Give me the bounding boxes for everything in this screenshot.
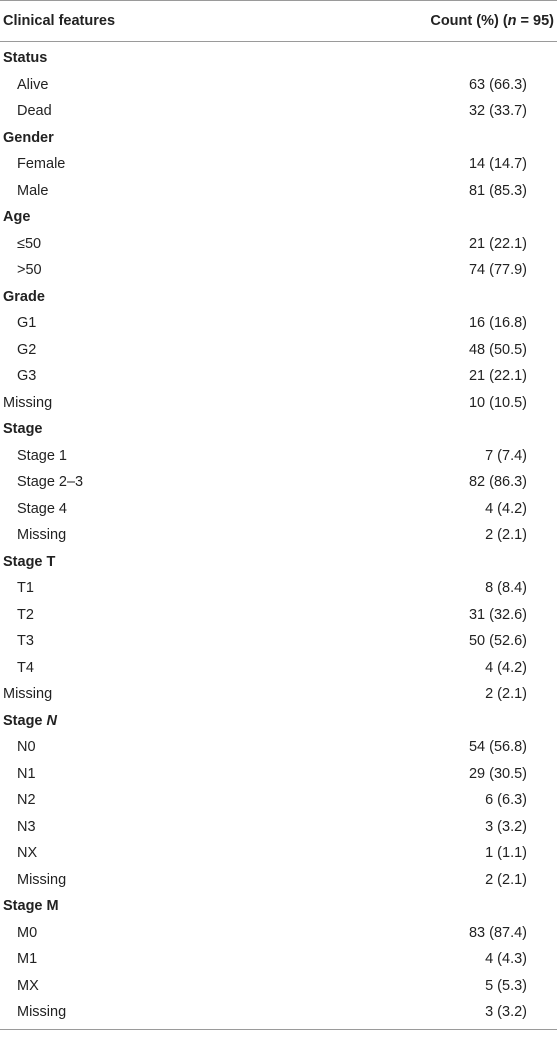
row-label bbox=[0, 713, 57, 729]
table-row bbox=[0, 920, 557, 947]
row-label bbox=[0, 845, 37, 861]
row-label-text: Stage 2–3 bbox=[17, 474, 84, 491]
table-body bbox=[0, 42, 557, 1029]
table-row bbox=[0, 787, 557, 814]
row-label-text: Age bbox=[3, 209, 31, 226]
row-label bbox=[0, 368, 36, 384]
group-header-row bbox=[0, 416, 557, 443]
table-row bbox=[0, 72, 557, 99]
row-label bbox=[0, 660, 34, 676]
row-label-text: N0 bbox=[17, 739, 36, 756]
group-header-row bbox=[0, 549, 557, 576]
table-row bbox=[0, 655, 557, 682]
row-label-italic: N bbox=[46, 712, 57, 729]
row-label bbox=[0, 633, 34, 649]
row-label-text: N2 bbox=[17, 792, 36, 809]
row-label bbox=[0, 554, 55, 570]
table-row bbox=[0, 443, 557, 470]
row-value: 6 (6.3) bbox=[485, 792, 527, 809]
row-label-text: M1 bbox=[17, 951, 38, 968]
row-label-text: Stage M bbox=[3, 898, 59, 915]
row-label bbox=[0, 130, 54, 146]
table-row bbox=[0, 973, 557, 1000]
row-label-text: MX bbox=[17, 977, 39, 994]
row-label bbox=[0, 50, 47, 66]
row-label bbox=[0, 448, 67, 464]
table-row bbox=[0, 946, 557, 973]
row-label-text: T1 bbox=[17, 580, 34, 597]
row-label bbox=[0, 501, 67, 517]
row-value: 48 (50.5) bbox=[468, 341, 527, 358]
row-value: 16 (16.8) bbox=[468, 315, 527, 332]
group-header-row bbox=[0, 284, 557, 311]
row-label bbox=[0, 819, 36, 835]
row-value: 81 (85.3) bbox=[468, 182, 527, 199]
row-label-text: G3 bbox=[17, 368, 37, 385]
row-label bbox=[0, 607, 34, 623]
row-value: 10 (10.5) bbox=[468, 394, 527, 411]
row-value: 1 (1.1) bbox=[485, 845, 527, 862]
row-label bbox=[0, 686, 52, 702]
row-value: 83 (87.4) bbox=[468, 924, 527, 941]
row-label-text: Stage bbox=[3, 421, 43, 438]
row-label-text: Missing bbox=[17, 1004, 67, 1021]
row-label-text: M0 bbox=[17, 924, 38, 941]
row-label bbox=[0, 580, 34, 596]
row-value: 14 (14.7) bbox=[468, 156, 527, 173]
row-value: 32 (33.7) bbox=[468, 103, 527, 120]
row-label bbox=[0, 792, 36, 808]
table-row bbox=[0, 840, 557, 867]
group-header-row bbox=[0, 708, 557, 735]
table-row bbox=[0, 628, 557, 655]
row-value: 63 (66.3) bbox=[468, 76, 527, 93]
row-value: 4 (4.2) bbox=[485, 659, 527, 676]
row-label bbox=[0, 103, 52, 119]
row-value: 31 (32.6) bbox=[468, 606, 527, 623]
table-row bbox=[0, 363, 557, 390]
table-row bbox=[0, 257, 557, 284]
row-value: 2 (2.1) bbox=[485, 686, 527, 703]
row-value: 54 (56.8) bbox=[468, 739, 527, 756]
header-clinical-features: Clinical features bbox=[3, 13, 116, 29]
row-label-text: Stage 1 bbox=[17, 447, 67, 464]
table-row bbox=[0, 310, 557, 337]
group-header-row bbox=[0, 204, 557, 231]
table-row bbox=[0, 337, 557, 364]
row-label bbox=[0, 183, 48, 199]
table-header bbox=[0, 1, 557, 41]
table-row bbox=[0, 681, 557, 708]
row-label-text: Stage T bbox=[3, 553, 56, 570]
table-row bbox=[0, 151, 557, 178]
row-label bbox=[0, 872, 66, 888]
row-label bbox=[0, 77, 48, 93]
row-label-text: Missing bbox=[3, 686, 53, 703]
row-label-text: G1 bbox=[17, 315, 37, 332]
row-label-text: >50 bbox=[17, 262, 42, 279]
row-label-text: Male bbox=[17, 182, 49, 199]
row-label-text: T4 bbox=[17, 659, 34, 676]
row-value: 82 (86.3) bbox=[468, 474, 527, 491]
row-label-text: Gender bbox=[3, 129, 54, 146]
row-label bbox=[0, 1004, 66, 1020]
row-label bbox=[0, 898, 59, 914]
table-row bbox=[0, 761, 557, 788]
row-label-text: Status bbox=[3, 50, 48, 67]
row-value: 2 (2.1) bbox=[485, 527, 527, 544]
row-value: 8 (8.4) bbox=[485, 580, 527, 597]
row-label bbox=[0, 951, 37, 967]
row-label bbox=[0, 978, 39, 994]
row-label bbox=[0, 766, 36, 782]
table-row bbox=[0, 178, 557, 205]
row-label bbox=[0, 315, 36, 331]
row-label bbox=[0, 342, 36, 358]
row-label bbox=[0, 395, 52, 411]
row-value: 3 (3.2) bbox=[485, 818, 527, 835]
table-row bbox=[0, 602, 557, 629]
row-label-text: G2 bbox=[17, 341, 37, 358]
row-label bbox=[0, 262, 42, 278]
table-row bbox=[0, 469, 557, 496]
row-label bbox=[0, 289, 45, 305]
row-value: 21 (22.1) bbox=[468, 235, 527, 252]
row-value: 3 (3.2) bbox=[485, 1004, 527, 1021]
row-value: 4 (4.2) bbox=[485, 500, 527, 517]
row-value: 7 (7.4) bbox=[485, 447, 527, 464]
row-value: 74 (77.9) bbox=[468, 262, 527, 279]
row-value: 29 (30.5) bbox=[468, 765, 527, 782]
row-label bbox=[0, 421, 43, 437]
row-label-text: Dead bbox=[17, 103, 52, 120]
row-value: 2 (2.1) bbox=[485, 871, 527, 888]
row-label-text: Grade bbox=[3, 288, 45, 305]
table-row bbox=[0, 734, 557, 761]
row-label-text: T2 bbox=[17, 606, 34, 623]
table-row bbox=[0, 231, 557, 258]
row-label bbox=[0, 527, 66, 543]
row-label-text: Female bbox=[17, 156, 66, 173]
table-row bbox=[0, 390, 557, 417]
row-label bbox=[0, 925, 37, 941]
row-label-text: T3 bbox=[17, 633, 34, 650]
row-value: 4 (4.3) bbox=[485, 951, 527, 968]
table-row bbox=[0, 522, 557, 549]
row-value: 50 (52.6) bbox=[468, 633, 527, 650]
table-row bbox=[0, 575, 557, 602]
row-label-text: ≤50 bbox=[17, 235, 42, 252]
row-label-text: Stage 4 bbox=[17, 500, 67, 517]
row-label-text: N3 bbox=[17, 818, 36, 835]
table-row bbox=[0, 999, 557, 1026]
group-header-row bbox=[0, 45, 557, 72]
row-label bbox=[0, 474, 83, 490]
row-value: 21 (22.1) bbox=[468, 368, 527, 385]
bottom-rule bbox=[0, 1029, 557, 1030]
table-row bbox=[0, 496, 557, 523]
row-label bbox=[0, 236, 41, 252]
row-label-text: Alive bbox=[17, 76, 49, 93]
table-row bbox=[0, 867, 557, 894]
row-label-text: NX bbox=[17, 845, 38, 862]
table-row bbox=[0, 98, 557, 125]
group-header-row bbox=[0, 893, 557, 920]
row-label bbox=[0, 156, 65, 172]
table-row bbox=[0, 814, 557, 841]
row-label-text: N1 bbox=[17, 765, 36, 782]
row-label bbox=[0, 739, 36, 755]
row-label-text: Missing bbox=[3, 394, 53, 411]
row-label-text: Stage bbox=[3, 712, 47, 729]
row-label-text: Missing bbox=[17, 527, 67, 544]
row-label-text: Missing bbox=[17, 871, 67, 888]
row-value: 5 (5.3) bbox=[485, 977, 527, 994]
header-count: Count (%) (n = 95) bbox=[430, 13, 554, 29]
row-label bbox=[0, 209, 30, 225]
group-header-row bbox=[0, 125, 557, 152]
